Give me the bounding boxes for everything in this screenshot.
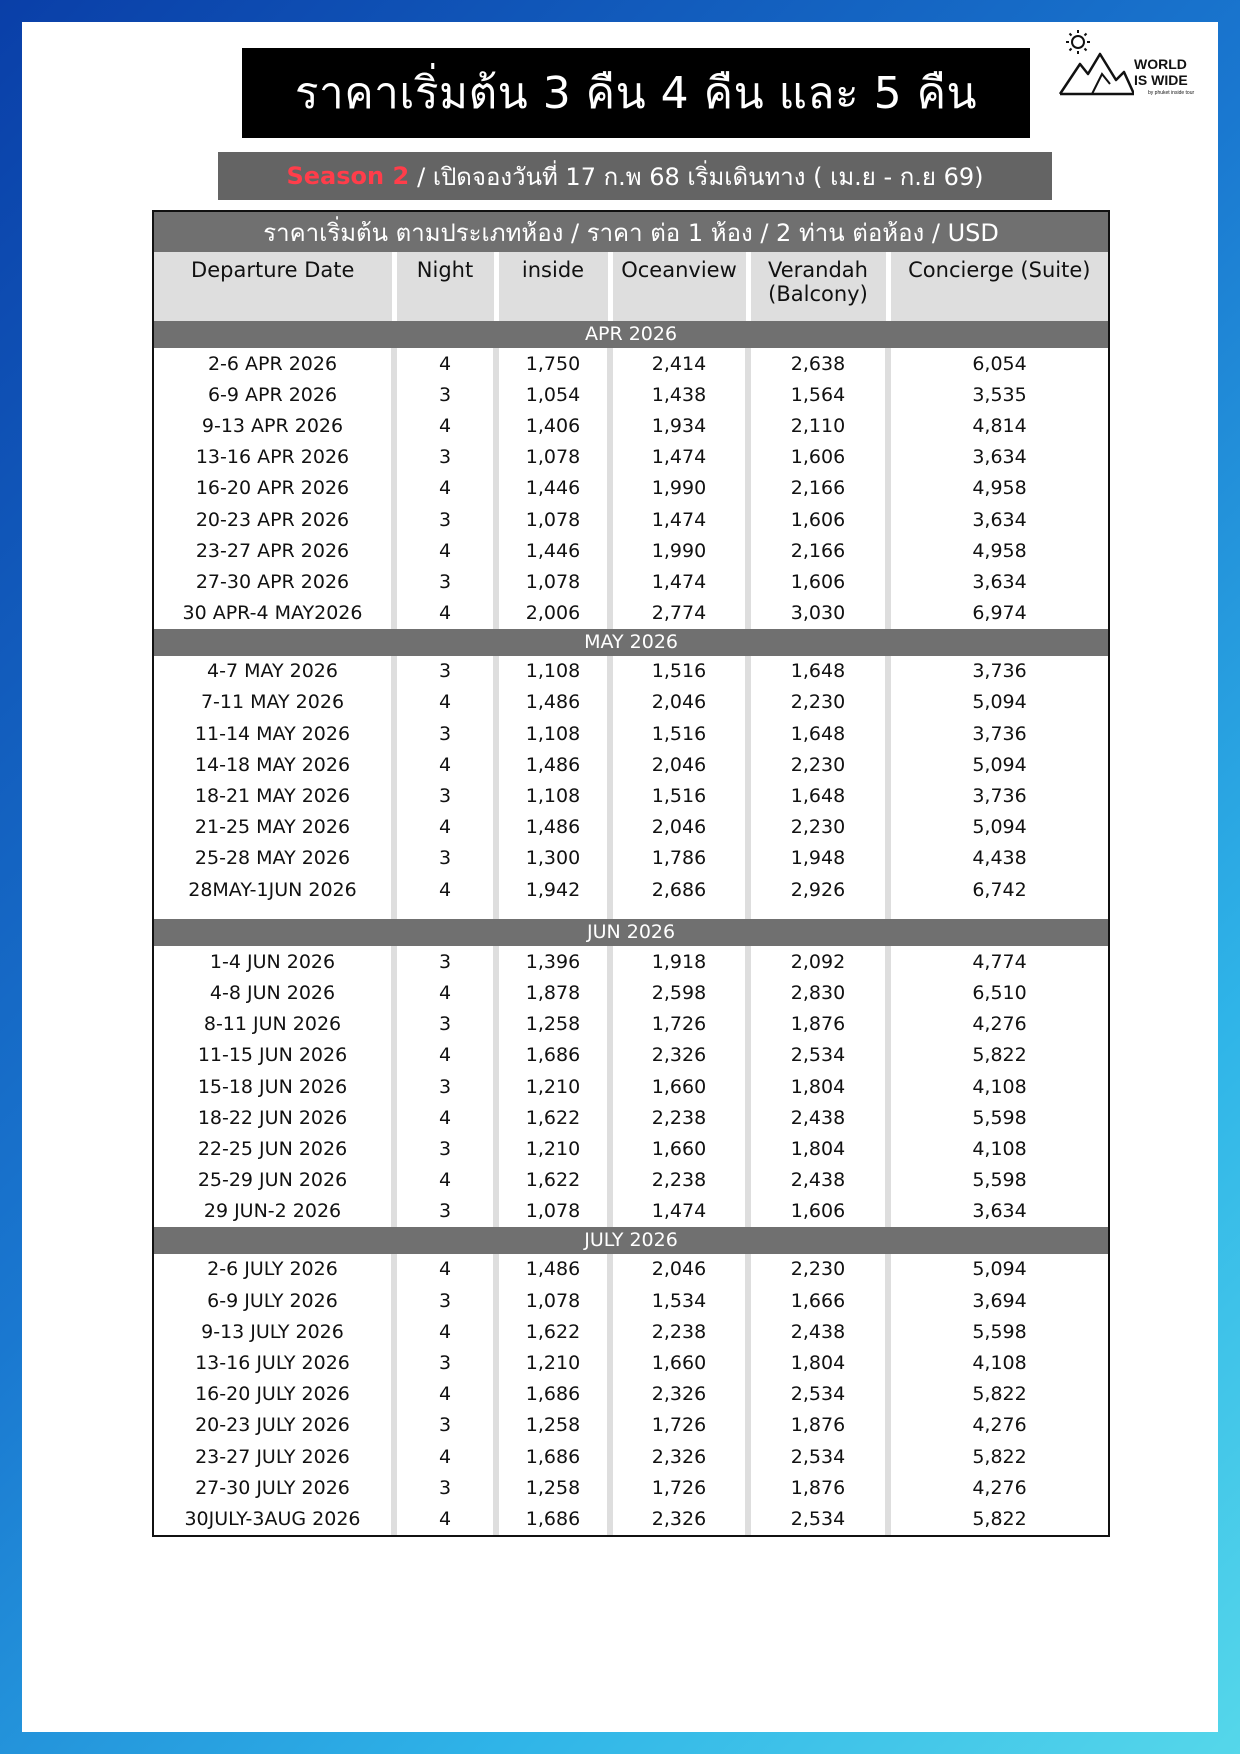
cell-date: 2-6 APR 2026 (207, 352, 338, 375)
table-row (154, 1441, 1108, 1472)
table-row (154, 1196, 1108, 1227)
cell-inside: 1,446 (496, 535, 610, 566)
cell-date: 13-16 APR 2026 (195, 446, 350, 469)
cell-date: 23-27 JULY 2026 (195, 1445, 350, 1468)
cell-night: 4 (394, 749, 496, 780)
month-header-row (154, 629, 1108, 656)
table-row (154, 1254, 1108, 1285)
cell-date: 29 JUN-2 2026 (203, 1200, 342, 1223)
table-row (154, 348, 1108, 379)
cell-inside: 1,878 (496, 977, 610, 1008)
cell-concierge: 3,634 (888, 504, 1108, 535)
cell-verandah: 2,534 (748, 1379, 888, 1410)
cell-night: 4 (394, 1441, 496, 1472)
table-row (154, 379, 1108, 410)
cell-night: 3 (394, 442, 496, 473)
cell-oceanview: 1,474 (610, 442, 748, 473)
cell-oceanview: 1,786 (610, 843, 748, 874)
cell-concierge: 4,814 (888, 410, 1108, 441)
spacer-row (154, 905, 1108, 919)
cell-night: 3 (394, 1410, 496, 1441)
cell-concierge: 4,108 (888, 1133, 1108, 1164)
table-header-row (154, 252, 1108, 321)
cell-concierge: 4,774 (888, 946, 1108, 977)
cell-concierge: 5,094 (888, 687, 1108, 718)
table-row (154, 598, 1108, 629)
cell-oceanview: 2,326 (610, 1441, 748, 1472)
cell-verandah: 1,606 (748, 442, 888, 473)
cell-date: 30 APR-4 MAY2026 (182, 602, 363, 625)
table-row (154, 1009, 1108, 1040)
cell-concierge: 4,438 (888, 843, 1108, 874)
cell-night: 4 (394, 1503, 496, 1534)
cell-concierge: 3,736 (888, 656, 1108, 687)
month-label: JULY 2026 (154, 1227, 1108, 1254)
spacer-cell (888, 905, 1108, 919)
cell-night: 4 (394, 687, 496, 718)
cell-inside: 1,622 (496, 1165, 610, 1196)
cell-verandah: 2,110 (748, 410, 888, 441)
cell-date: 11-15 JUN 2026 (197, 1044, 348, 1067)
cell-date: 16-20 APR 2026 (195, 477, 350, 500)
cell-date: 16-20 JULY 2026 (195, 1383, 350, 1406)
cell-night: 4 (394, 1254, 496, 1285)
spacer-cell (610, 905, 748, 919)
cell-verandah: 2,830 (748, 977, 888, 1008)
month-header-row (154, 1227, 1108, 1254)
table-row (154, 977, 1108, 1008)
cell-concierge: 5,094 (888, 812, 1108, 843)
cell-inside: 1,686 (496, 1441, 610, 1472)
table-row (154, 1503, 1108, 1534)
cell-verandah: 2,166 (748, 473, 888, 504)
cell-night: 4 (394, 1379, 496, 1410)
cell-oceanview: 2,046 (610, 687, 748, 718)
cell-date: 6-9 JULY 2026 (207, 1289, 338, 1312)
table-row (154, 410, 1108, 441)
cell-verandah: 1,564 (748, 379, 888, 410)
cell-concierge: 5,598 (888, 1316, 1108, 1347)
table-row (154, 780, 1108, 811)
cell-inside: 1,486 (496, 749, 610, 780)
cell-inside: 1,078 (496, 566, 610, 597)
cell-inside: 1,078 (496, 504, 610, 535)
cell-night: 4 (394, 1316, 496, 1347)
table-row (154, 812, 1108, 843)
cell-concierge: 5,822 (888, 1040, 1108, 1071)
world-is-wide-logo (1058, 28, 1208, 104)
cell-concierge: 5,598 (888, 1165, 1108, 1196)
season-banner (218, 152, 1052, 200)
cell-inside: 1,446 (496, 473, 610, 504)
cell-concierge: 3,634 (888, 566, 1108, 597)
cell-oceanview: 2,238 (610, 1102, 748, 1133)
cell-concierge: 3,694 (888, 1285, 1108, 1316)
header-oceanview: Oceanview (610, 252, 748, 321)
header-night: Night (394, 252, 496, 321)
cell-oceanview: 1,726 (610, 1009, 748, 1040)
cell-oceanview: 2,774 (610, 598, 748, 629)
month-label: APR 2026 (154, 321, 1108, 348)
cell-verandah: 2,926 (748, 874, 888, 905)
cell-inside: 1,942 (496, 874, 610, 905)
table-row (154, 1379, 1108, 1410)
cell-inside: 1,686 (496, 1379, 610, 1410)
cell-concierge: 5,822 (888, 1379, 1108, 1410)
cell-concierge: 5,598 (888, 1102, 1108, 1133)
cell-inside: 1,686 (496, 1503, 610, 1534)
cell-night: 4 (394, 1102, 496, 1133)
cell-concierge: 4,276 (888, 1472, 1108, 1503)
cell-night: 3 (394, 946, 496, 977)
cell-verandah: 2,230 (748, 812, 888, 843)
table-row (154, 1133, 1108, 1164)
cell-concierge: 3,736 (888, 718, 1108, 749)
cell-inside: 1,210 (496, 1071, 610, 1102)
cell-verandah: 1,876 (748, 1472, 888, 1503)
cell-verandah: 2,534 (748, 1503, 888, 1534)
cell-date: 8-11 JUN 2026 (203, 1013, 342, 1036)
month-header-row (154, 919, 1108, 946)
cell-concierge: 6,974 (888, 598, 1108, 629)
cell-oceanview: 2,326 (610, 1040, 748, 1071)
cell-oceanview: 1,990 (610, 535, 748, 566)
cell-verandah: 1,948 (748, 843, 888, 874)
table-caption: ราคาเริ่มต้น ตามประเภทห้อง / ราคา ต่อ 1 ห้อง / 2 ท่าน ต่อห้อง / USD (154, 212, 1108, 252)
cell-date: 25-28 MAY 2026 (194, 847, 351, 870)
cell-date: 21-25 MAY 2026 (194, 816, 351, 839)
cell-oceanview: 2,046 (610, 749, 748, 780)
cell-night: 4 (394, 348, 496, 379)
cell-night: 3 (394, 1071, 496, 1102)
cell-inside: 1,078 (496, 1196, 610, 1227)
cell-oceanview: 2,326 (610, 1503, 748, 1534)
cell-oceanview: 1,474 (610, 504, 748, 535)
header-verandah: Verandah (Balcony) (748, 252, 888, 321)
price-table (152, 210, 1110, 1537)
cell-oceanview: 2,326 (610, 1379, 748, 1410)
logo-line-2: IS WIDE (1134, 72, 1188, 88)
cell-date: 18-22 JUN 2026 (197, 1106, 348, 1129)
table-row (154, 504, 1108, 535)
cell-date: 11-14 MAY 2026 (194, 722, 351, 745)
month-header-row (154, 321, 1108, 348)
cell-date: 25-29 JUN 2026 (197, 1169, 348, 1192)
cell-inside: 1,078 (496, 442, 610, 473)
cell-verandah: 2,230 (748, 749, 888, 780)
header-concierge: Concierge (Suite) (888, 252, 1108, 321)
cell-concierge: 4,108 (888, 1071, 1108, 1102)
cell-concierge: 4,958 (888, 535, 1108, 566)
cell-inside: 1,258 (496, 1009, 610, 1040)
cell-oceanview: 2,238 (610, 1316, 748, 1347)
page-title: ราคาเริ่มต้น 3 คืน 4 คืน และ 5 คืน (242, 48, 1030, 138)
cell-inside: 1,486 (496, 812, 610, 843)
cell-oceanview: 1,660 (610, 1133, 748, 1164)
cell-date: 4-7 MAY 2026 (207, 660, 338, 683)
cell-date: 20-23 JULY 2026 (195, 1414, 350, 1437)
cell-verandah: 2,230 (748, 687, 888, 718)
cell-date: 18-21 MAY 2026 (194, 785, 351, 808)
cell-date: 13-16 JULY 2026 (195, 1352, 350, 1375)
cell-night: 3 (394, 656, 496, 687)
cell-oceanview: 1,660 (610, 1347, 748, 1378)
cell-night: 3 (394, 1009, 496, 1040)
table-row (154, 1410, 1108, 1441)
cell-oceanview: 2,414 (610, 348, 748, 379)
cell-verandah: 1,876 (748, 1009, 888, 1040)
cell-oceanview: 1,726 (610, 1472, 748, 1503)
cell-verandah: 2,534 (748, 1441, 888, 1472)
cell-date: 27-30 JULY 2026 (195, 1476, 350, 1499)
table-row (154, 656, 1108, 687)
cell-night: 3 (394, 1472, 496, 1503)
cell-verandah: 1,876 (748, 1410, 888, 1441)
cell-inside: 1,406 (496, 410, 610, 441)
table-row (154, 1347, 1108, 1378)
cell-verandah: 1,606 (748, 1196, 888, 1227)
table-row (154, 749, 1108, 780)
price-sheet (22, 22, 1218, 1732)
table-row (154, 1165, 1108, 1196)
cell-verandah: 2,438 (748, 1102, 888, 1133)
cell-date: 9-13 JULY 2026 (201, 1320, 344, 1343)
cell-concierge: 5,094 (888, 749, 1108, 780)
cell-concierge: 3,736 (888, 780, 1108, 811)
table-row (154, 1472, 1108, 1503)
cell-verandah: 1,606 (748, 504, 888, 535)
cell-verandah: 1,804 (748, 1133, 888, 1164)
cell-oceanview: 2,046 (610, 812, 748, 843)
cell-night: 4 (394, 410, 496, 441)
cell-oceanview: 1,726 (610, 1410, 748, 1441)
cell-concierge: 6,054 (888, 348, 1108, 379)
cell-date: 20-23 APR 2026 (195, 508, 350, 531)
cell-inside: 1,622 (496, 1316, 610, 1347)
season-label: Season 2 (286, 162, 410, 190)
cell-inside: 1,486 (496, 1254, 610, 1285)
cell-concierge: 5,094 (888, 1254, 1108, 1285)
cell-night: 4 (394, 812, 496, 843)
cell-inside: 1,108 (496, 718, 610, 749)
table-row (154, 1040, 1108, 1071)
month-label: MAY 2026 (154, 629, 1108, 656)
cell-oceanview: 1,474 (610, 1196, 748, 1227)
table-row (154, 874, 1108, 905)
cell-verandah: 2,230 (748, 1254, 888, 1285)
cell-night: 3 (394, 1133, 496, 1164)
cell-verandah: 1,606 (748, 566, 888, 597)
cell-oceanview: 1,990 (610, 473, 748, 504)
logo-line-3: by phuket inside tour (1148, 90, 1195, 96)
table-row (154, 1285, 1108, 1316)
cell-concierge: 5,822 (888, 1441, 1108, 1472)
table-row (154, 1071, 1108, 1102)
cell-concierge: 3,634 (888, 442, 1108, 473)
header-inside: inside (496, 252, 610, 321)
cell-date: 1-4 JUN 2026 (209, 950, 336, 973)
cell-inside: 1,078 (496, 1285, 610, 1316)
table-row (154, 442, 1108, 473)
cell-inside: 1,210 (496, 1347, 610, 1378)
logo-line-1: WORLD (1134, 56, 1187, 72)
cell-oceanview: 1,934 (610, 410, 748, 441)
cell-concierge: 3,535 (888, 379, 1108, 410)
cell-inside: 1,108 (496, 656, 610, 687)
cell-oceanview: 1,516 (610, 718, 748, 749)
cell-night: 3 (394, 780, 496, 811)
cell-verandah: 2,638 (748, 348, 888, 379)
cell-night: 3 (394, 1285, 496, 1316)
cell-oceanview: 1,516 (610, 656, 748, 687)
cell-night: 3 (394, 566, 496, 597)
mountain-sun-icon (1058, 28, 1134, 98)
table-row (154, 843, 1108, 874)
table-row (154, 1102, 1108, 1133)
cell-date: 2-6 JULY 2026 (207, 1258, 338, 1281)
cell-inside: 1,258 (496, 1410, 610, 1441)
cell-verandah: 1,804 (748, 1071, 888, 1102)
cell-night: 4 (394, 473, 496, 504)
cell-concierge: 3,634 (888, 1196, 1108, 1227)
cell-inside: 1,622 (496, 1102, 610, 1133)
cell-inside: 1,686 (496, 1040, 610, 1071)
cell-inside: 1,396 (496, 946, 610, 977)
cell-date: 15-18 JUN 2026 (197, 1075, 348, 1098)
cell-concierge: 4,276 (888, 1009, 1108, 1040)
cell-oceanview: 1,474 (610, 566, 748, 597)
table-row (154, 1316, 1108, 1347)
booking-info: / เปิดจองวันที่ 17 ก.พ 68 เริ่มเดินทาง ( เม.ย - ก.ย 69) (417, 162, 984, 191)
cell-oceanview: 2,686 (610, 874, 748, 905)
cell-concierge: 5,822 (888, 1503, 1108, 1534)
cell-night: 4 (394, 598, 496, 629)
cell-night: 3 (394, 718, 496, 749)
cell-night: 4 (394, 1165, 496, 1196)
cell-night: 3 (394, 1347, 496, 1378)
cell-date: 14-18 MAY 2026 (194, 753, 351, 776)
cell-inside: 1,258 (496, 1472, 610, 1503)
cell-oceanview: 1,660 (610, 1071, 748, 1102)
cell-oceanview: 2,046 (610, 1254, 748, 1285)
header-departure-date: Departure Date (154, 252, 394, 321)
table-row (154, 535, 1108, 566)
cell-date: 28MAY-1JUN 2026 (188, 878, 357, 901)
cell-verandah: 2,534 (748, 1040, 888, 1071)
cell-night: 3 (394, 1196, 496, 1227)
cell-oceanview: 1,516 (610, 780, 748, 811)
cell-date: 4-8 JUN 2026 (209, 981, 336, 1004)
cell-verandah: 2,438 (748, 1316, 888, 1347)
cell-date: 9-13 APR 2026 (201, 414, 344, 437)
table-row (154, 946, 1108, 977)
cell-inside: 1,108 (496, 780, 610, 811)
cell-oceanview: 2,598 (610, 977, 748, 1008)
cell-inside: 1,300 (496, 843, 610, 874)
cell-oceanview: 1,918 (610, 946, 748, 977)
cell-date: 23-27 APR 2026 (195, 539, 350, 562)
cell-concierge: 6,510 (888, 977, 1108, 1008)
month-label: JUN 2026 (154, 919, 1108, 946)
cell-verandah: 1,666 (748, 1285, 888, 1316)
cell-concierge: 6,742 (888, 874, 1108, 905)
cell-oceanview: 1,534 (610, 1285, 748, 1316)
cell-verandah: 3,030 (748, 598, 888, 629)
cell-oceanview: 2,238 (610, 1165, 748, 1196)
cell-verandah: 1,804 (748, 1347, 888, 1378)
cell-night: 4 (394, 1040, 496, 1071)
cell-verandah: 2,438 (748, 1165, 888, 1196)
spacer-cell (496, 905, 610, 919)
cell-date: 7-11 MAY 2026 (200, 691, 345, 714)
cell-inside: 1,210 (496, 1133, 610, 1164)
cell-night: 4 (394, 977, 496, 1008)
cell-verandah: 2,166 (748, 535, 888, 566)
table-row (154, 687, 1108, 718)
spacer-cell (154, 905, 394, 919)
table-row (154, 473, 1108, 504)
cell-date: 22-25 JUN 2026 (197, 1137, 348, 1160)
cell-concierge: 4,276 (888, 1410, 1108, 1441)
cell-date: 30JULY-3AUG 2026 (184, 1507, 361, 1530)
table-caption-row (154, 212, 1108, 252)
table-row (154, 566, 1108, 597)
cell-night: 4 (394, 874, 496, 905)
cell-night: 3 (394, 379, 496, 410)
cell-date: 6-9 APR 2026 (207, 383, 338, 406)
cell-verandah: 1,648 (748, 780, 888, 811)
cell-oceanview: 1,438 (610, 379, 748, 410)
cell-night: 3 (394, 504, 496, 535)
cell-night: 4 (394, 535, 496, 566)
cell-concierge: 4,958 (888, 473, 1108, 504)
table-row (154, 718, 1108, 749)
cell-verandah: 1,648 (748, 718, 888, 749)
spacer-cell (394, 905, 496, 919)
cell-date: 27-30 APR 2026 (195, 570, 350, 593)
spacer-cell (748, 905, 888, 919)
cell-inside: 1,486 (496, 687, 610, 718)
cell-verandah: 1,648 (748, 656, 888, 687)
cell-night: 3 (394, 843, 496, 874)
cell-inside: 2,006 (496, 598, 610, 629)
cell-concierge: 4,108 (888, 1347, 1108, 1378)
cell-inside: 1,054 (496, 379, 610, 410)
cell-verandah: 2,092 (748, 946, 888, 977)
cell-inside: 1,750 (496, 348, 610, 379)
